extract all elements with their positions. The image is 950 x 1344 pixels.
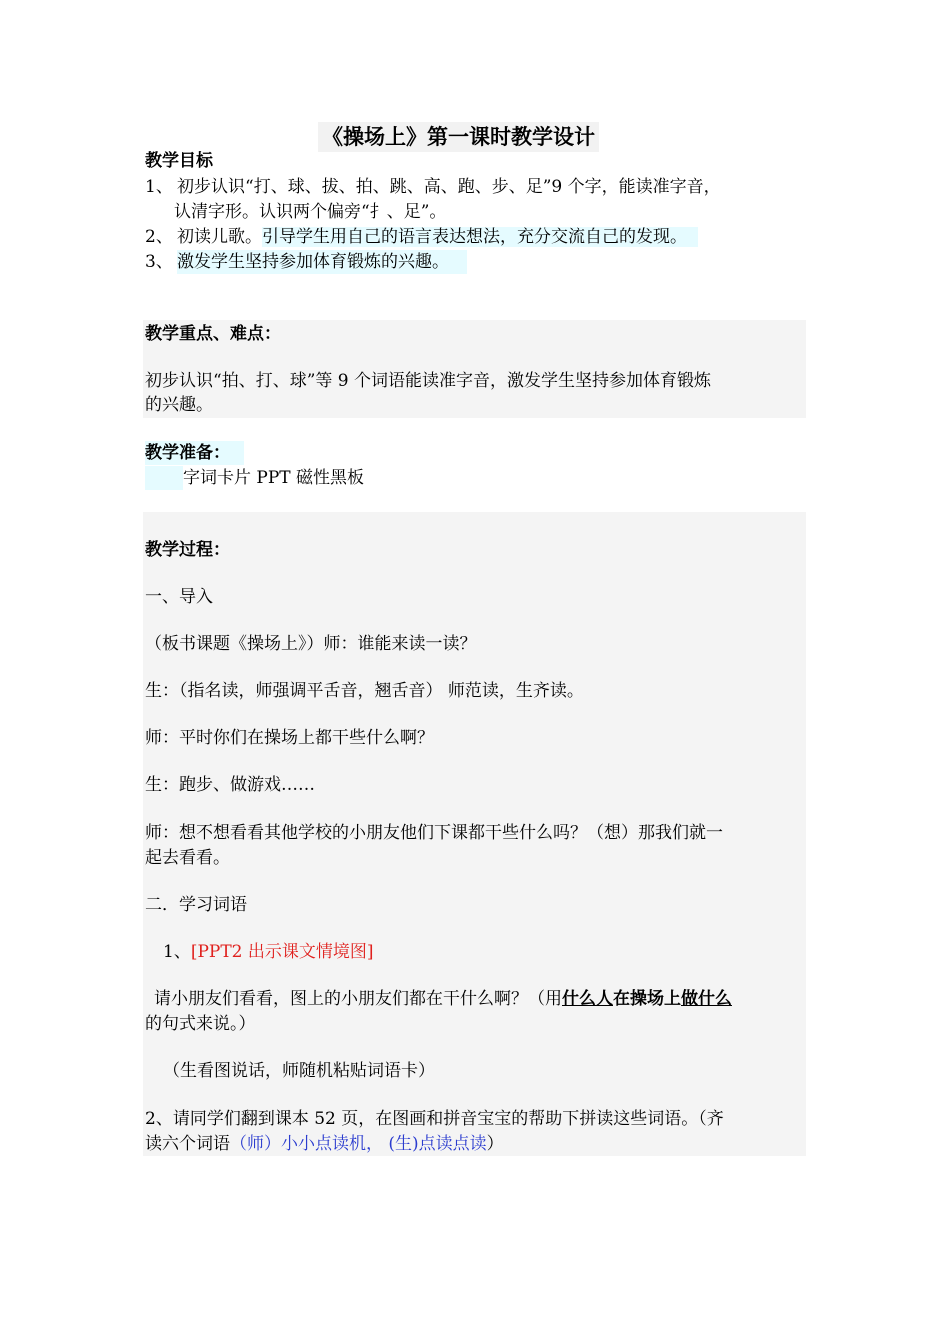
sentence-pattern-what: 做什么	[681, 989, 732, 1009]
textbook-line2-plain: 读六个词语	[145, 1134, 230, 1154]
sentence-pattern-where: 在操场上	[613, 989, 681, 1009]
paragraph-teacher-invite-line1: 师：想不想看看其他学校的小朋友他们下课都干些什么吗？（想）那我们就一	[145, 823, 723, 843]
process-heading: 教学过程：	[145, 540, 230, 560]
paragraph-teacher-question: 师：平时你们在操场上都干些什么啊？	[145, 728, 434, 748]
paragraph-textbook-line2	[145, 1132, 504, 1156]
paragraph-teacher-invite-line2: 起去看看。	[145, 848, 230, 868]
ppt-step-instruction: [PPT2 出示课文情境图]	[190, 942, 374, 962]
paragraph-textbook-line1: 2、请同学们翻到课本 52 页，在图画和拼音宝宝的帮助下拼读这些词语。（齐	[145, 1109, 724, 1129]
objective-2-plain: 初读儿歌。	[177, 227, 262, 247]
preparation-items-row	[145, 466, 364, 490]
key-points-heading: 教学重点、难点：	[145, 324, 281, 344]
objective-2-number: 2、	[145, 227, 173, 247]
picture-question-text: 请小朋友们看看，图上的小朋友们都在干什么啊？（用	[154, 989, 562, 1009]
ppt-step-number: 1、	[163, 942, 191, 962]
objective-2-text	[177, 225, 698, 249]
objective-1-number: 1、	[145, 177, 173, 197]
textbook-line2-end: ）	[486, 1134, 504, 1154]
paragraph-picture-question-line2: 的句式来说。）	[145, 1014, 256, 1034]
objective-2-highlight: 引导学生用自己的语言表达想法，充分交流自己的发现。	[262, 227, 687, 247]
sentence-pattern-who: 什么人	[562, 989, 613, 1009]
objective-3-text: 激发学生坚持参加体育锻炼的兴趣。	[177, 250, 467, 274]
document-title: 《操场上》第一课时教学设计	[318, 122, 599, 152]
paragraph-student-answer: 生：跑步、做游戏……	[145, 775, 315, 795]
textbook-line2-reader: （师）小小点读机， (生)点读点读	[230, 1134, 487, 1154]
paragraph-student-reading: 生：（指名读，师强调平舌音，翘舌音） 师范读，生齐读。	[145, 681, 584, 701]
ppt-step	[163, 940, 374, 964]
preparation-heading: 教学准备：	[145, 441, 244, 465]
key-points-line1: 初步认识“拍、打、球”等 9 个词语能读准字音，激发学生坚持参加体育锻炼	[145, 371, 712, 391]
preparation-items: 字词卡片 PPT 磁性黑板	[183, 468, 365, 488]
objective-1-line1: 初步认识“打、球、拔、拍、跳、高、跑、步、足”9 个字，能读准字音，	[177, 177, 721, 197]
section-vocabulary-heading: 二．学习词语	[145, 895, 247, 915]
paragraph-board-title: （板书课题《操场上》）师：谁能来读一读？	[145, 634, 477, 654]
key-points-line2: 的兴趣。	[145, 395, 213, 415]
paragraph-word-cards: （生看图说话，师随机粘贴词语卡）	[163, 1061, 435, 1081]
paragraph-picture-question-line1	[154, 987, 732, 1011]
section-intro-heading: 一、导入	[145, 587, 213, 607]
objective-3-number: 3、	[145, 252, 173, 272]
objective-1-line2: 认清字形。认识两个偏旁“扌、足”。	[174, 202, 447, 222]
objectives-heading: 教学目标	[145, 151, 213, 171]
